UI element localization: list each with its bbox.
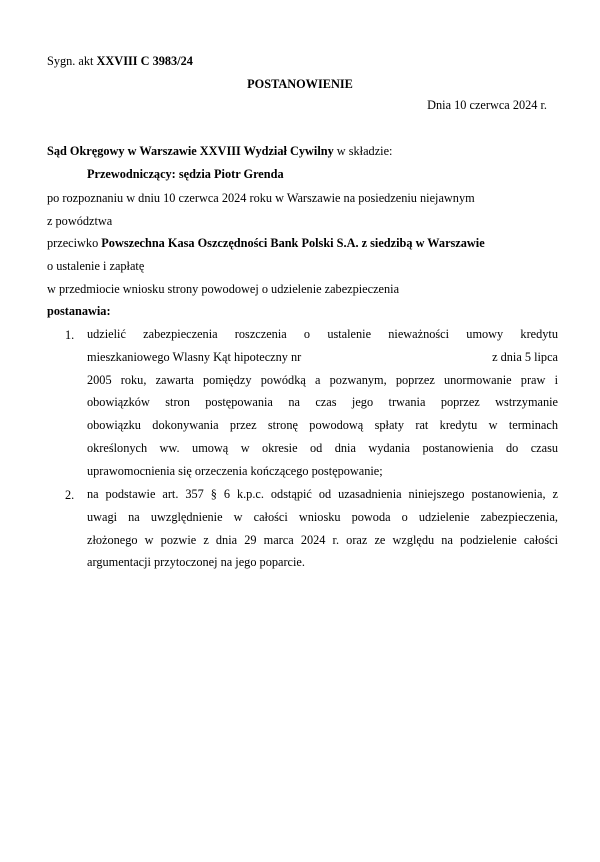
item-1-line: uprawomocnienia się orzeczenia kończącego postępowanie; <box>87 463 383 478</box>
subject-line: o ustalenie i zapłatę <box>47 259 145 273</box>
case-signature-prefix: Sygn. akt <box>47 54 94 68</box>
item-2-line: na podstawie art. 357 § 6 k.p.c. odstąpić od uzasadnienia niniejszego postanowienia, z <box>87 487 558 501</box>
court-name: Sąd Okręgowy w Warszawie XXVIII Wydział Cywilny <box>47 144 334 158</box>
item-1-line: obowiązków stron postępowania na czas jego trwania poprzez wstrzymanie <box>87 395 558 410</box>
item-1-line-start: mieszkaniowego Wlasny Kąt hipoteczny nr <box>87 349 302 364</box>
claim-line: z powództwa <box>47 214 113 228</box>
case-signature-number: XXVIII C 3983/24 <box>96 54 193 68</box>
court-suffix: w składzie: <box>333 144 393 158</box>
item-1-line: udzielić zabezpieczenia roszczenia o ustalenie nieważności umowy kredytu <box>87 327 558 341</box>
item-number: 1. <box>65 328 75 342</box>
case-signature <box>47 54 193 69</box>
decides-heading: postanawia: <box>47 304 111 318</box>
document-title: POSTANOWIENIE <box>247 77 353 91</box>
item-1-line: 2005 roku, zawarta pomiędzy powódką a pozwanym, poprzez unormowanie praw i <box>87 372 558 387</box>
item-1-text <box>87 323 558 483</box>
court-line <box>47 144 392 159</box>
item-2-line: złożonego w pozwie z dnia 29 marca 2024 r. oraz ze względu na podzielenie całości <box>87 532 558 547</box>
item-1-line: obowiązku dokonywania przez stronę powodową spłaty rat kredytu w terminach <box>87 418 558 433</box>
document-date: Dnia 10 czerwca 2024 r. <box>427 98 547 112</box>
motion-line: w przedmiocie wniosku strony powodowej o udzielenie zabezpieczenia <box>47 282 400 296</box>
item-2-line: uwagi na uwzględnienie w całości wniosku powoda o udzielenie zabezpieczenia, <box>87 509 558 524</box>
item-number: 2. <box>65 488 75 502</box>
item-1-line <box>87 346 558 369</box>
item-1-line: określonych ww. umową w okresie od dnia wydania postanowienia do czasu <box>87 440 558 455</box>
against-prefix: przeciwko <box>47 236 102 250</box>
presiding-judge: Przewodniczący: sędzia Piotr Grenda <box>87 167 284 181</box>
defendant-name: Powszechna Kasa Oszczędności Bank Polski S.A. z siedzibą w Warszawie <box>101 236 485 250</box>
defendant-line <box>47 236 485 251</box>
item-2-text <box>87 483 558 574</box>
item-2-line: argumentacji przytoczonej na jego poparcie. <box>87 555 305 570</box>
hearing-line: po rozpoznaniu w dniu 10 czerwca 2024 roku w Warszawie na posiedzeniu niejawnym <box>47 191 475 205</box>
item-1-line-end: z dnia 5 lipca <box>492 349 558 364</box>
